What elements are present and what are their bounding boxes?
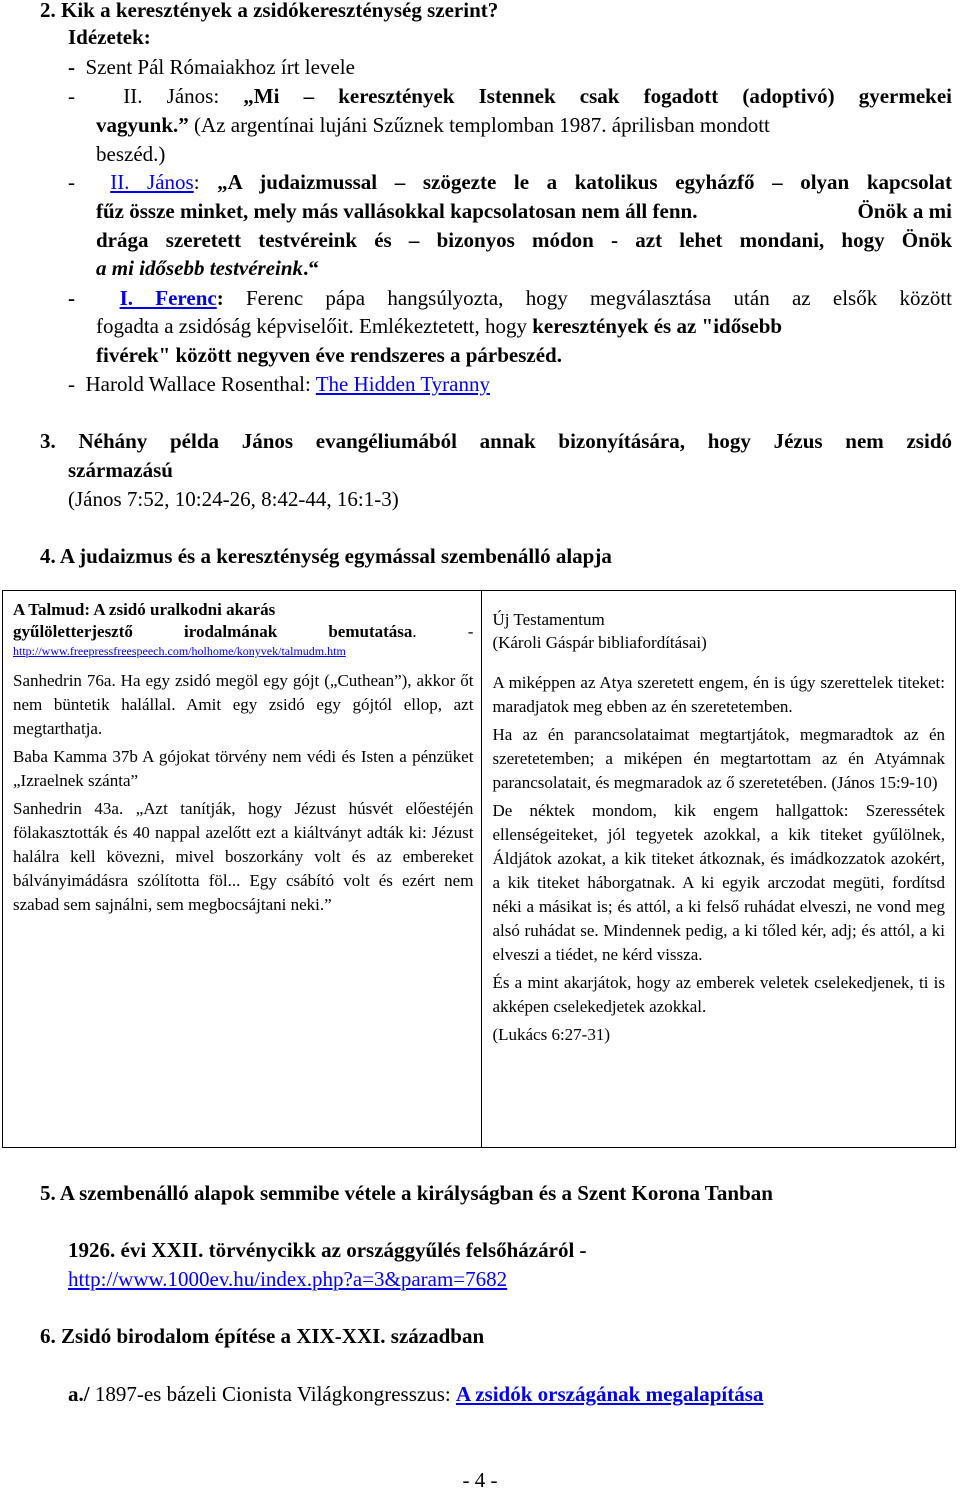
francis-link[interactable]: I. Ferenc (119, 286, 217, 310)
law-url-link[interactable]: http://www.1000ev.hu/index.php?a=3&param=7682 (68, 1267, 508, 1291)
quote-item-john-paul-1: - II. János: „Mi – keresztények Istennek csak fogadott (adoptivó) gyermekei (68, 84, 952, 108)
quote-item-john-paul-2-line4: a mi idősebb testvéreink.“ (96, 256, 319, 280)
section-3-heading: 3. Néhány példa János evangéliumából annak bizonyítására, hogy Jézus nem zsidó (40, 429, 952, 453)
talmud-p3: Sanhedrin 43a. „Azt tanítják, hogy Jézust húsvét előestéjén fölakasztották és 40 nappal azelőtt ezt a kiáltványt adták ki: Jézust halálra kell kövezni, mivel boszorkány volt és az embereket bálványimádásra szólította föl... Egy csábító volt és ezért nem szabad sem sajnálni, sem megbocsájtani neki.” (13, 799, 474, 914)
talmud-url-link[interactable]: http://www.freepressfreespeech.com/holhome/konyvek/talmudm.htm (13, 644, 346, 658)
nt-title: Új Testamentum (492, 610, 605, 629)
nt-p1: A miképpen az Atya szeretett engem, én is úgy szerettelek titeket: maradjatok meg ebben az én szeretetemben. (492, 673, 945, 716)
section-3-heading-line2: származású (68, 458, 173, 482)
law-title: 1926. évi XXII. törvénycikk az országgyűlés felsőházáról - (68, 1238, 587, 1262)
section-4-heading: 4. A judaizmus és a kereszténység egymással szembenálló alapja (40, 544, 612, 568)
nt-p4: És a mint akarjátok, hogy az emberek veletek cselekedjenek, ti is akképen cselekedjetek azokkal. (492, 973, 945, 1016)
section-5-heading: 5. A szembenálló alapok semmibe vétele a királyságban és a Szent Korona Tanban (40, 1181, 773, 1205)
talmud-p1: Sanhedrin 76a. Ha egy zsidó megöl egy gójt („Cuthean”), akkor őt nem büntetik halállal. Amit egy zsidó egy gójtól ellop, azt megtarthatja. (13, 671, 474, 738)
quote-item-john-paul-2-line2-tail: Önök a mi (857, 199, 952, 223)
quotes-label: Idézetek: (68, 25, 151, 49)
talmud-p2: Baba Kamma 37b A gójokat törvény nem védi és Isten a pénzüket „Izraelnek szánta” (13, 747, 474, 790)
zionist-link[interactable]: A zsidók országának megalapítása (455, 1382, 764, 1406)
new-testament-column (482, 591, 956, 1148)
quote-item-paul: - Szent Pál Rómaiakhoz írt levele (68, 55, 355, 79)
talmud-title: A Talmud: A zsidó uralkodni akarás (13, 600, 276, 619)
john-paul-link[interactable]: II. János (110, 170, 194, 194)
quote-item-francis-line3: fivérek" között negyven éve rendszeres a párbeszéd. (96, 343, 562, 367)
talmud-title-line2: gyűlöletterjesztő irodalmának bemutatása. - (13, 622, 474, 641)
nt-p2: Ha az én parancsolataimat megtartjátok, megmaradtok az én szeretetemben; a miképen én megtartottam az én Atyámnak parancsolatait, és megmaradok az ő szeretetében. (János 15:9-10) (492, 725, 945, 792)
page-number: - 4 - (462, 1468, 498, 1492)
talmud-column (3, 591, 482, 1148)
nt-p5: (Lukács 6:27-31) (492, 1025, 610, 1044)
section-3-refs: (János 7:52, 10:24-26, 8:42-44, 16:1-3) (68, 487, 399, 511)
comparison-table (2, 590, 956, 1148)
section-2-heading: 2. Kik a keresztények a zsidókereszténység szerint? (40, 0, 499, 22)
section-6-heading: 6. Zsidó birodalom építése a XIX-XXI. században (40, 1324, 485, 1348)
quote-item-francis: - I. Ferenc: Ferenc pápa hangsúlyozta, hogy megválasztása után az elsők között (68, 286, 953, 310)
nt-p3: De néktek mondom, kik engem hallgattok: Szeressétek ellenségeiteket, jól tegyetek azokkal, a kik titeket gyűlölnek, Áldjátok azokat, a kik titeket átkoznak, és imádkozzatok azokért, a kik titeket háborgatnak. A ki egyik arczodat megüti, fordítsd néki a másikat is; és attól, a ki felső ruhádat elveszi, ne vond meg alsó ruhádat se. Mindennek pedig, a ki tőled kér, adj; és attól, a ki elveszi a tiédet, ne kérd vissza. (492, 801, 945, 964)
quote-item-john-paul-2-line3: drága szeretett testvéreink és – bizonyos módon - azt lehet mondani, hogy Önök (96, 228, 952, 252)
quote-item-rosenthal: - Harold Wallace Rosenthal: The Hidden Tyranny (68, 372, 490, 396)
section-6-item-a: a./ 1897-es bázeli Cionista Világkongresszus: A zsidók országának megalapítása (68, 1382, 764, 1406)
quote-item-john-paul-1-line3: beszéd.) (96, 142, 166, 166)
quote-item-john-paul-2: - II. János: „A judaizmussal – szögezte le a katolikus egyházfő – olyan kapcsolat (68, 170, 952, 194)
quote-item-john-paul-2-line2: fűz össze minket, mely más vallásokkal kapcsolatosan nem áll fenn. (96, 199, 698, 223)
quote-item-francis-line2: fogadta a zsidóság képviselőit. Emlékeztetett, hogy keresztények és az "idősebb (96, 314, 783, 338)
nt-subtitle: (Károli Gáspár bibliafordításai) (492, 633, 707, 652)
hidden-tyranny-link[interactable]: The Hidden Tyranny (315, 372, 490, 396)
quote-item-john-paul-1-line2: vagyunk.” (Az argentínai lujáni Szűznek templomban 1987. áprilisban mondott (96, 113, 770, 137)
